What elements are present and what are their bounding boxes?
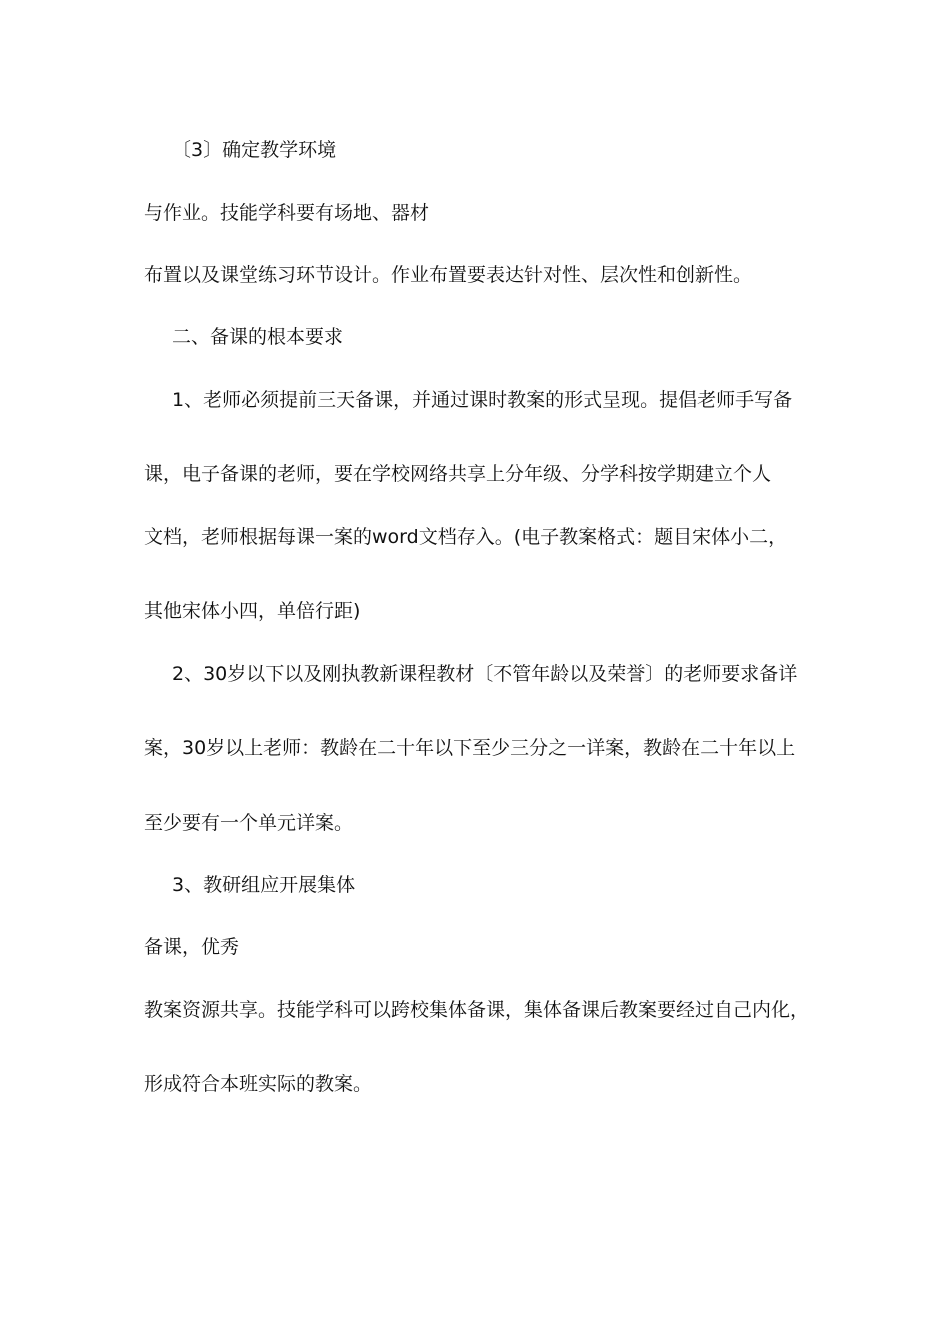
- paragraph-line-12: 3、教研组应开展集体: [172, 874, 356, 896]
- paragraph-line-13: 备课，优秀: [144, 936, 240, 958]
- paragraph-line-3: 布置以及课堂练习环节设计。作业布置要表达针对性、层次性和创新性。: [144, 264, 753, 286]
- section-heading: 二、备课的根本要求: [172, 326, 344, 348]
- paragraph-line-15: 形成符合本班实际的教案。: [144, 1073, 373, 1095]
- paragraph-line-7: 文档，老师根据每课一案的word文档存入。(电子教案格式：题目宋体小二，: [144, 526, 788, 548]
- paragraph-line-11: 至少要有一个单元详案。: [144, 812, 354, 834]
- paragraph-line-1: 〔3〕确定教学环境: [172, 139, 337, 161]
- paragraph-line-6: 课，电子备课的老师，要在学校网络共享上分年级、分学科按学期建立个人: [144, 463, 772, 485]
- paragraph-line-2: 与作业。技能学科要有场地、器材: [144, 202, 430, 224]
- paragraph-line-8: 其他宋体小四，单倍行距): [144, 600, 361, 622]
- paragraph-line-5: 1、老师必须提前三天备课，并通过课时教案的形式呈现。提倡老师手写备: [172, 389, 793, 411]
- paragraph-line-10: 案，30岁以上老师：教龄在二十年以下至少三分之一详案，教龄在二十年以上: [144, 737, 796, 759]
- paragraph-line-14: 教案资源共享。技能学科可以跨校集体备课，集体备课后教案要经过自己内化，: [144, 999, 810, 1021]
- paragraph-line-9: 2、30岁以下以及刚执教新课程教材〔不管年龄以及荣誉〕的老师要求备详: [172, 663, 798, 685]
